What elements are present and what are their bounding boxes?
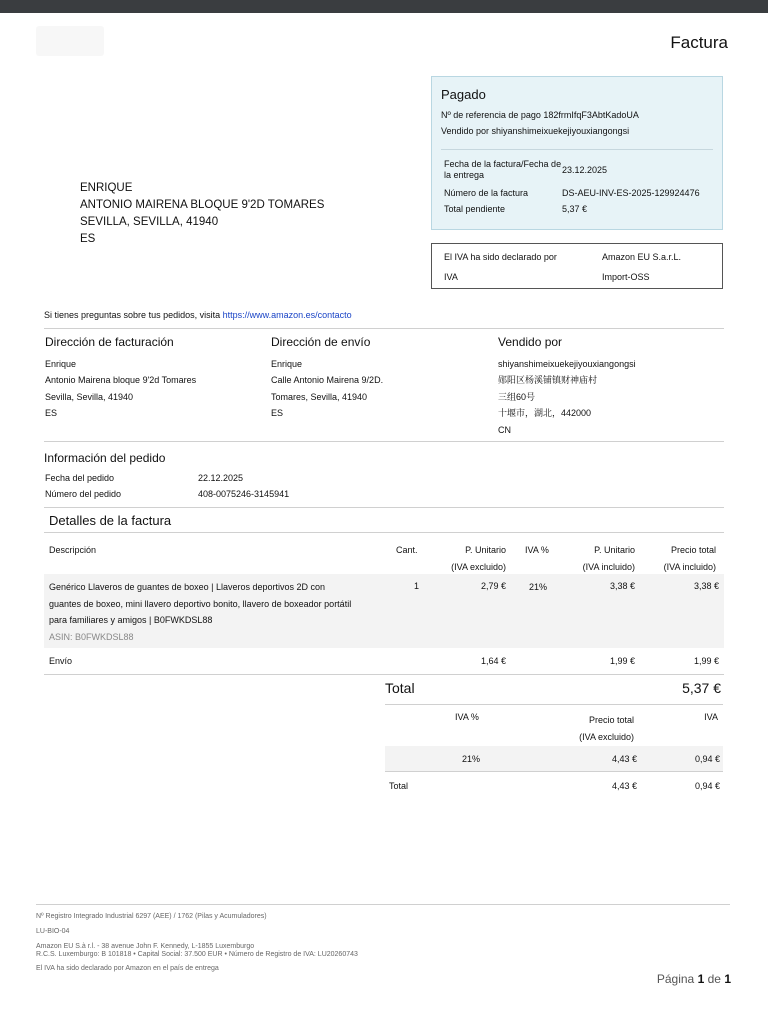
page-total: 1 [724,972,731,986]
payment-status: Pagado [441,87,486,102]
item-desc-line: para familiares y amigos | B0FWKDSL88 [49,615,213,625]
item-qty: 1 [414,581,420,591]
shipping-title: Dirección de envío [271,335,371,349]
billing-title: Dirección de facturación [45,335,174,349]
shipping-line: Calle Antonio Mairena 9/2D. [271,375,384,386]
order-info-title: Información del pedido [44,451,166,465]
payment-seller: Vendido por shiyanshimeixuekejiyouxiangongsi [441,126,630,136]
vat-summary-header-price-line2: (IVA excluido) [579,731,634,742]
footer-line: Nº Registro Integrado Industrial 6297 (AEE) / 1762 (Pilas y Acumuladores) [36,913,267,920]
billing-line: Sevilla, Sevilla, 41940 [45,391,134,402]
contact-link[interactable]: https://www.amazon.es/contacto [222,310,352,320]
amount-due-label: Total pendiente [444,204,506,214]
vat-summary-header-price [579,712,634,745]
header-total-line2: (IVA incluido) [663,561,716,572]
shipping-line: Enrique [271,359,303,369]
vat-total-label: Total [389,781,409,791]
vat-label: IVA [444,272,458,282]
shipping-unit-excl: 1,64 € [480,656,506,666]
divider [44,441,724,442]
item-unit-incl: 3,38 € [609,581,635,591]
vat-scheme-value: Import-OSS [602,272,650,282]
billing-line: Enrique [45,359,77,369]
footer-line: El IVA ha sido declarado por Amazon en el país de entrega [36,965,219,972]
item-vat: 21% [529,582,548,592]
vat-summary-iva: 0,94 € [694,754,720,764]
item-total: 3,38 € [693,581,719,591]
billing-line: Antonio Mairena bloque 9'2d Tomares [45,375,197,386]
payment-reference: Nº de referencia de pago 182frmIfqF3AbtKadoUA [441,110,639,120]
order-date-label: Fecha del pedido [45,473,115,483]
vat-summary-price: 4,43 € [611,754,637,764]
page-current: 1 [697,972,705,986]
shipping-total: 1,99 € [693,656,719,666]
vat-summary-header-price-line1: Precio total [588,715,634,725]
vat-summary-row [385,746,723,772]
item-desc-line: guantes de boxeo, mini llavero deportivo bonito, llavero de boxeador portátil [49,598,352,609]
divider [44,328,724,329]
page-label: Página [656,972,695,986]
grand-total-row [385,678,723,705]
document-title: Factura [670,33,728,52]
amount-due-value: 5,37 € [562,204,588,214]
divider [44,507,724,508]
logo-placeholder [36,26,104,56]
vat-summary-rate: 21% [462,754,481,764]
vat-declaration-box [431,243,723,289]
vat-summary-header-rate: IVA % [455,712,479,722]
payment-summary-box [431,76,723,230]
header-vat: IVA % [525,545,549,555]
seller-title: Vendido por [498,335,563,349]
invoice-details-title: Detalles de la factura [49,513,172,528]
page-separator: de [707,972,721,986]
billing-line: ES [45,408,58,419]
divider [44,674,724,675]
invoice-date-label: Fecha de la factura/Fecha de la entrega [444,159,562,180]
top-bar [0,0,768,13]
vat-summary-header-iva: IVA [704,712,718,722]
shipping-line: ES [271,408,284,419]
billing-address [45,335,196,422]
shipping-address [271,335,383,422]
invoice-date-value: 23.12.2025 [562,165,608,175]
contact-note [44,310,352,320]
order-date-value: 22.12.2025 [198,473,244,483]
recipient-line: ES [80,233,96,245]
invoice-number-value: DS-AEU-INV-ES-2025-129924476 [562,188,700,198]
header-unit-excl-line1: P. Unitario [465,545,506,555]
item-asin: ASIN: B0FWKDSL88 [49,631,134,642]
vat-total-price: 4,43 € [611,781,637,791]
header-unit-excl-line2: (IVA excluido) [451,561,506,572]
invoice-number-label: Número de la factura [444,188,529,198]
header-unit-incl [583,542,635,575]
vat-declared-label: El IVA ha sido declarado por [444,252,557,262]
footer-divider [36,904,730,905]
seller-line: 三组60号 [498,391,536,402]
vat-declarer-value: Amazon EU S.a.r.L. [602,252,682,262]
item-description [49,579,379,645]
seller-address [498,335,636,438]
header-unit-incl-line1: P. Unitario [594,545,635,555]
contact-text: Si tienes preguntas sobre tus pedidos, visita [44,310,223,320]
page-indicator [657,972,731,986]
table-header [44,542,724,572]
seller-line: shiyanshimeixuekejiyouxiangongsi [498,359,636,369]
header-unit-incl-line2: (IVA incluido) [582,561,635,572]
header-qty: Cant. [396,545,418,555]
header-total-line1: Precio total [670,545,716,555]
seller-line: 十堰市，湖北，442000 [498,408,592,419]
table-row [44,574,724,648]
item-desc-line: Genérico Llaveros de guantes de boxeo | Llaveros deportivos 2D con [49,582,326,592]
header-total [664,542,716,575]
divider [44,532,724,533]
grand-total-label: Total [385,680,415,696]
recipient-line: SEVILLA, SEVILLA, 41940 [80,216,219,228]
footer-line: Amazon EU S.à r.l. - 38 avenue John F. Kennedy, L-1855 Luxemburgo [36,943,255,950]
recipient-line: ENRIQUE [80,182,133,194]
shipping-unit-incl: 1,99 € [609,656,635,666]
recipient-line: ANTONIO MAIRENA BLOQUE 9'2D TOMARES [80,199,325,211]
footer-line: LU-BIO-04 [36,928,70,935]
seller-line: CN [498,424,511,435]
order-number-label: Número del pedido [45,489,122,499]
recipient-address [80,180,324,248]
header-unit-excl [451,542,506,575]
grand-total-value: 5,37 € [682,680,721,696]
shipping-line: Tomares, Sevilla, 41940 [271,391,368,402]
item-unit-excl: 2,79 € [480,581,506,591]
vat-total-iva: 0,94 € [694,781,720,791]
divider [441,149,713,150]
footer-line: R.C.S. Luxemburgo: B 101818 • Capital Social: 37.500 EUR • Número de Registro de IVA: LU20260743 [36,951,358,958]
seller-line: 郧阳区杨溪铺镇财神庙村 [498,375,598,386]
shipping-label: Envío [49,656,73,666]
header-description: Descripción [49,545,97,555]
order-number-value: 408-0075246-3145941 [198,489,290,499]
